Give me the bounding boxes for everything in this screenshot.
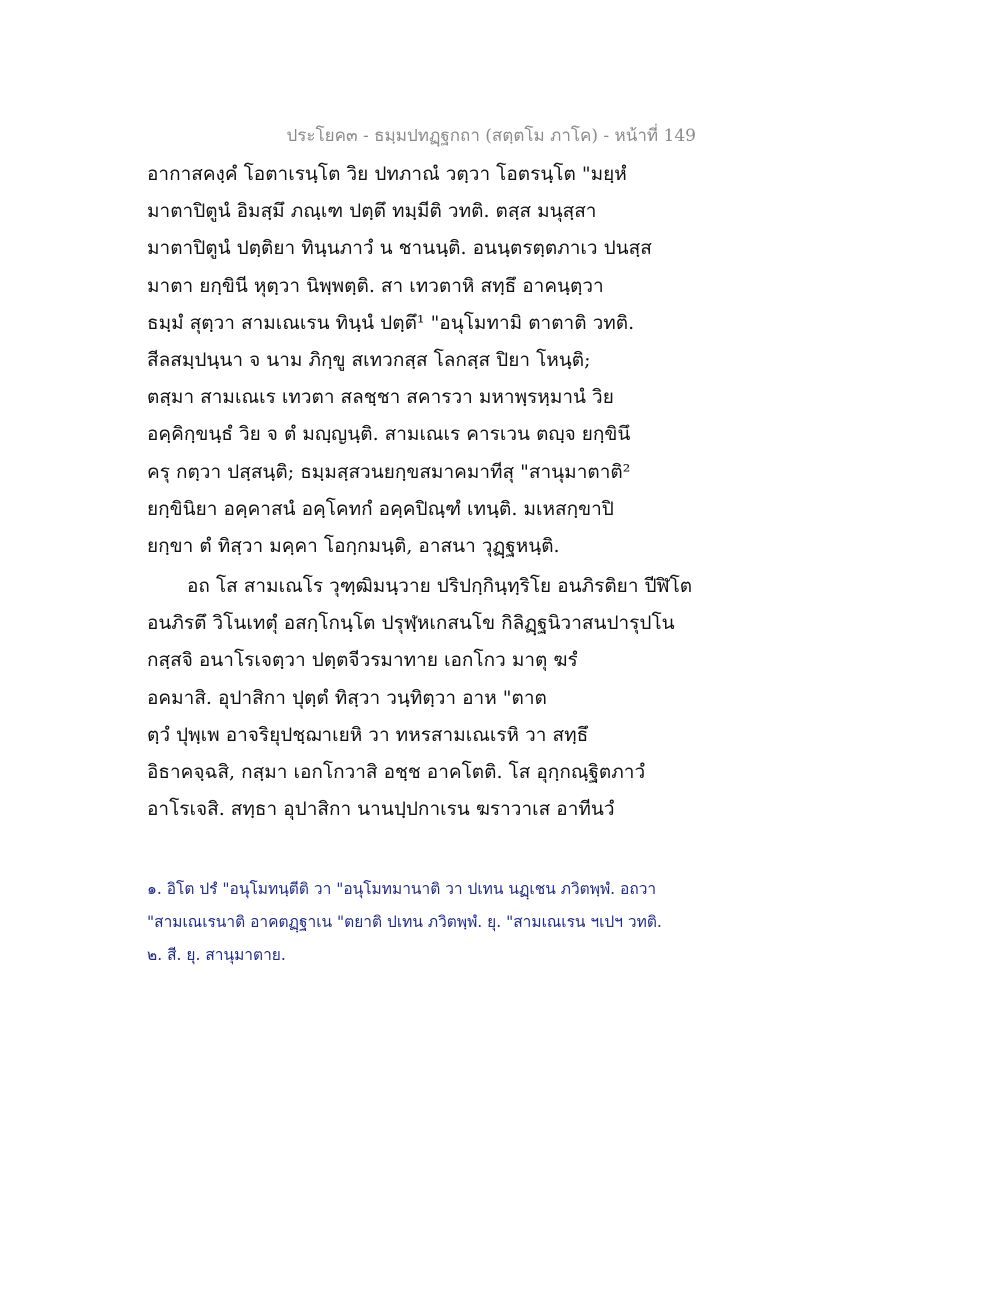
text-line: อาโรเจสิ. สทฺธา อุปาสิกา นานปฺปกาเรน ฆราวาเส อาทีนวํ (147, 798, 615, 821)
text-line: อคมาสิ. อุปาสิกา ปุตฺตํ ทิสฺวา วนฺทิตฺวา อาห "ตาต (147, 686, 547, 709)
footnote-line: ๑. อิโต ปรํ "อนุโมทนฺตีติ วา "อนุโมทมานาติ วา ปเทน นฏฺเชน ภวิตพฺพํ. อถวา (147, 880, 657, 898)
text-line: มาตาปิตูนํ อิมสฺมึ ภณฺเฑ ปตฺตึ ทมฺมีติ วทติ. ตสฺส มนุสฺสา (147, 200, 597, 223)
text-line: ตสฺมา สามเณเร เทวตา สลชฺชา สคารวา มหาพฺรหฺมานํ วิย (147, 386, 614, 409)
text-line: อคฺคิกฺขนฺธํ วิย จ ตํ มญฺญนฺติ. สามเณเร คารเวน ตญฺจ ยกฺขินึ (147, 423, 631, 446)
text-line: อากาสคงฺคํ โอตาเรนฺโต วิย ปทภาณํ วตฺวา โอตรนฺโต "มยฺหํ (147, 163, 627, 185)
body-text (147, 156, 707, 828)
footnote-line: ๒. สี. ยุ. สานุมาตาย. (147, 946, 286, 964)
text-line: ยกฺขินิยา อคฺคาสนํ อคฺโคทกํ อคฺคปิณฺฑํ เทนฺติ. มเหสกฺขาปิ (147, 497, 614, 520)
page-header: ประโยค๓ - ธมฺมปทฏฺฐกถา (สตฺตโม ภาโค) - หน้าที่ 149 (286, 126, 696, 146)
footnote-line: "สามเณเรนาติ อาคตฏฺฐาเน "ตยาติ ปเทน ภวิตพฺพํ. ยุ. "สามเณเรน ฯเปฯ วทติ. (147, 913, 662, 931)
paragraph-start-line: อถ โส สามเณโร วุฑฺฒิมนฺวาย ปริปกฺกินฺทฺริโย อนภิรติยา ปีฬิโต (187, 575, 693, 598)
text-line: สีลสมฺปนฺนา จ นาม ภิกฺขู สเทวกสฺส โลกสฺส ปิยา โหนฺติ; (147, 348, 591, 371)
text-line: มาตา ยกฺขินี หุตฺวา นิพฺพตฺติ. สา เทวตาหิ สทฺธึ อาคนฺตฺวา (147, 274, 604, 297)
text-line: ธมฺมํ สุตฺวา สามเณเรน ทินฺนํ ปตฺตึ¹ "อนุโมทามิ ตาตาติ วทติ. (147, 311, 635, 334)
text-line: มาตาปิตูนํ ปตฺติยา ทินฺนภาวํ น ชานนฺติ. อนนฺตรตฺตภาเว ปนสฺส (147, 237, 652, 260)
text-line: ครุ กตฺวา ปสฺสนฺติ; ธมฺมสฺสวนยกฺขสมาคมาทีสุ "สานุมาตาติ² (147, 460, 631, 483)
text-line: กสฺสจิ อนาโรเจตฺวา ปตฺตจีวรมาทาย เอกโกว มาตุ ฆรํ (147, 649, 578, 672)
text-line: ยกฺขา ตํ ทิสฺวา มคฺคา โอกฺกมนฺติ, อาสนา วุฏฺฐหนฺติ. (147, 534, 560, 557)
text-line: อิธาคจฺฉสิ, กสฺมา เอกโกวาสิ อชฺช อาคโตติ. โส อุกฺกณฺฐิตภาวํ (147, 761, 646, 783)
text-line: ตฺวํ ปุพฺเพ อาจริยุปชฺฌาเยหิ วา ทหรสามเณเรหิ วา สทฺธึ (147, 723, 589, 746)
text-line: อนภิรตึ วิโนเทตุํ อสกฺโกนฺโต ปรุฬฺหเกสนโข กิลิฏฺฐนิวาสนปารุปโน (147, 612, 675, 635)
footnotes (147, 873, 747, 972)
